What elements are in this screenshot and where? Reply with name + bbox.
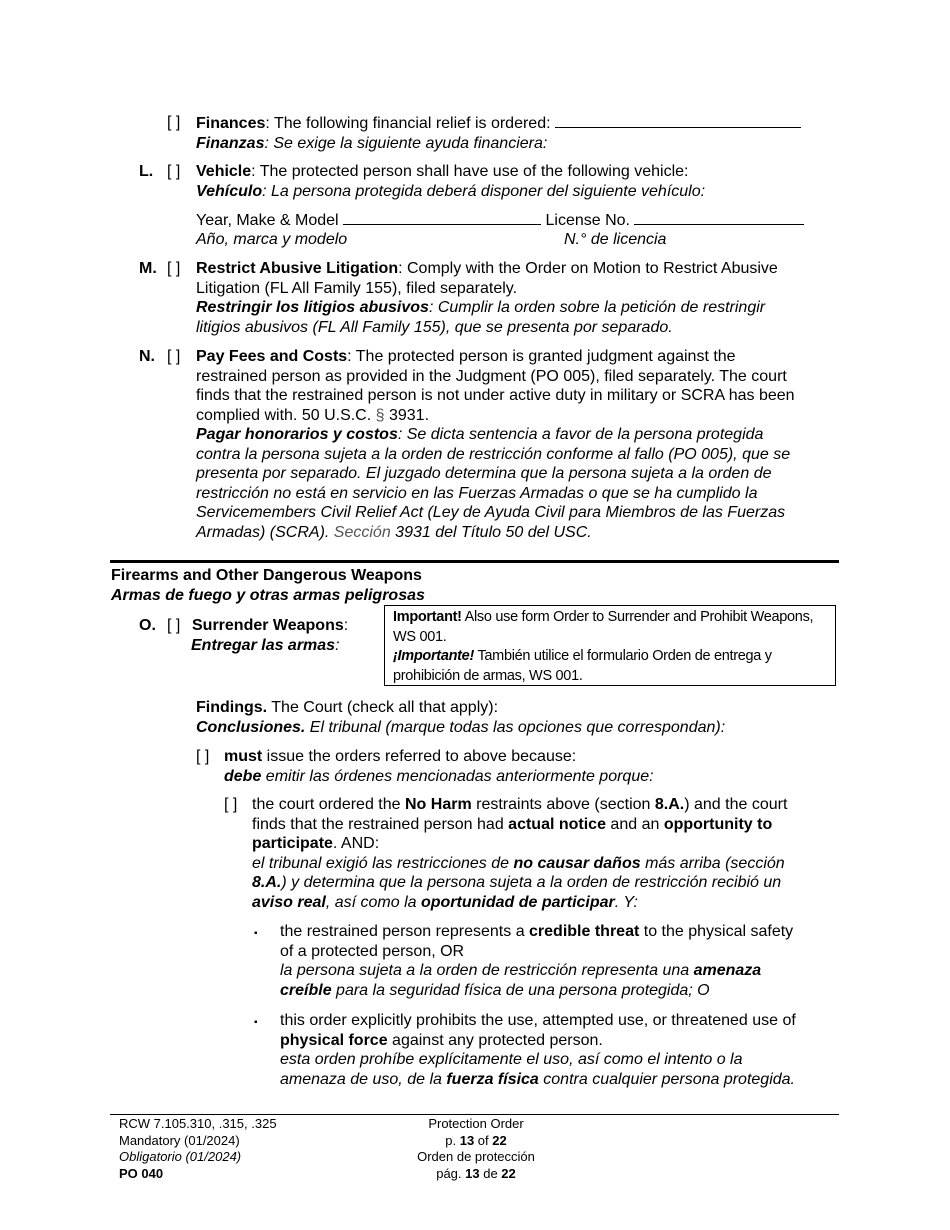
must-checkbox[interactable]: [ ] [196,748,210,765]
fees-block [196,347,836,542]
important-label: Important! [393,609,462,625]
litigation-text-es-2: litigios abusivos (FL All Family 155), que se presenta por separado. [196,318,673,336]
physical-force-term: physical force [280,1031,388,1049]
note-text-2: WS 001. [393,628,447,645]
note-text-es-2: prohibición de armas, WS 001. [393,667,583,684]
credible-threat-term: credible threat [529,923,640,940]
section-marker-m: M. [139,260,157,277]
must-text: issue the orders referred to above because: [262,748,577,765]
license-no-label: License No. [541,212,635,229]
finances-checkbox[interactable]: [ ] [167,114,181,131]
noharm-checkbox[interactable]: [ ] [224,796,238,813]
section-marker-o: O. [139,617,156,634]
noharm-block: the court ordered the No Harm restraints above (section 8.A.) and the court finds that the restrained person had actual notice and an opportunity to participate. AND: el tribunal exigió las restricciones de no causar daños más arriba (sección 8.A.) y determina que la persona sujeta a la orden de restricción recibió un aviso real, así como la oportunidad de participar. Y: [252,796,788,911]
must-block [224,747,836,786]
bullet-item-physical-force: this order explicitly prohibits the use, attempted use, or threatened use of physical force against any protected person. esta orden prohíbe explícitamente el uso, así como el intento o la amenaza de uso, de la fuerza física contra cualquier persona protegida. [280,1011,840,1089]
surrender-label-es-line [191,636,340,656]
fees-text-es-1: : Se dicta sentencia a favor de la persona protegida [397,426,764,443]
fees-checkbox[interactable]: [ ] [167,348,181,365]
fees-text-es-6: Armadas) (SCRA). [196,523,334,541]
bullet-2-text-1: this order explicitly prohibits the use, attempted use, or threatened use of [280,1012,796,1029]
no-harm-term: No Harm [404,796,472,813]
opportunity-term: opportunity to [663,815,773,833]
footer-divider [110,1114,839,1115]
litigation-label: Restrict Abusive Litigation [196,260,399,277]
vehicle-label-es: Vehículo [196,182,263,200]
actual-notice-term: actual notice [508,815,606,833]
fees-text-es-2: contra la persona sujeta a la orden de restricción conforme al fallo (PO 005), que se [196,445,791,463]
must-word-es: debe [224,767,262,785]
footer-rcw: RCW 7.105.310, .315, .325 [119,1116,277,1131]
footer-center [376,1116,576,1182]
fees-text-1: : The protected person is granted judgment against the [347,348,736,365]
footer-left [119,1116,277,1182]
finances-text: : The following financial relief is ordered: [265,115,555,132]
participate-term: participate [252,835,333,852]
section-ref: 8.A. [654,796,685,813]
footer-form-number: PO 040 [119,1165,164,1181]
surrender-label: Surrender Weapons [192,617,344,634]
vehicle-fields [196,210,836,231]
bullet-marker: ▪ [254,928,258,939]
note-text-1: Also use form Order to Surrender and Prohibit Weapons, [461,609,814,625]
year-make-model-label: Year, Make & Model [196,212,344,229]
surrender-colon-es: : [335,637,340,654]
vehicle-checkbox[interactable]: [ ] [167,163,181,180]
vehicle-block [196,162,836,201]
actual-notice-term-es: aviso real [252,893,326,911]
section-symbol: § [375,406,385,424]
finances-blank-field[interactable] [555,113,801,128]
note-text-es-1: También utilice el formulario Orden de entrega y [473,648,772,664]
section-heading-es: Armas de fuego y otras armas peligrosas [111,587,425,604]
section-marker-l: L. [139,163,154,180]
fuerza-fisica-term: fuerza física [446,1070,539,1088]
vehicle-text: : The protected person shall have use of the following vehicle: [251,163,689,180]
litigation-text-es-1: : Cumplir la orden sobre la petición de restringir [428,299,766,316]
no-harm-term-es: no causar daños [513,854,641,872]
surrender-label-line [192,616,348,636]
fees-text-3: finds that the restrained person is not under active duty in military or SCRA has been [196,387,795,404]
footer-form-title-es: Orden de protección [417,1149,535,1164]
finances-block [196,113,836,153]
license-no-field[interactable] [634,210,804,225]
opportunity-term-es: oportunidad de participar [420,893,615,911]
must-text-es: emitir las órdenes mencionadas anteriormente porque: [261,767,654,785]
bullet-marker: ▪ [254,1017,258,1028]
footer-form-title: Protection Order [428,1116,524,1131]
findings-text: The Court (check all that apply): [267,699,499,716]
litigation-text-2: Litigation (FL All Family 155), filed separately. [196,279,518,297]
footer-mandatory: Mandatory (01/2024) [119,1132,240,1148]
findings-label-es: Conclusiones. [196,718,306,736]
vehicle-label: Vehicle [196,163,252,180]
fees-text-es-6b: 3931 del Título 50 del USC. [390,523,592,541]
footer-obligatorio: Obligatorio (01/2024) [119,1149,242,1164]
bullet-2-text-es-1: esta orden prohíbe explícitamente el uso, así como el intento o la [280,1051,743,1068]
litigation-text-1: : Comply with the Order on Motion to Restrict Abusive [398,260,778,277]
surrender-checkbox[interactable]: [ ] [167,617,181,634]
fees-text-es-3: presenta por separado. El juzgado determina que la persona sujeta a la orden de [196,465,772,482]
bullet-item-credible-threat: the restrained person represents a credible threat to the physical safety of a protected person, OR la persona sujeta a la orden de restricción representa una amenaza creíble para la seguridad física de una persona protegida; O [280,922,840,1000]
surrender-colon: : [343,617,349,634]
fees-label-es: Pagar honorarios y costos [196,426,398,443]
fees-label: Pay Fees and Costs [196,348,348,365]
fees-text-4: complied with. 50 U.S.C. [196,406,376,424]
important-note-box [384,605,836,686]
year-make-model-label-es: Año, marca y modelo [196,231,348,248]
finances-label: Finances [196,115,266,132]
important-label-es: ¡Importante! [393,648,474,664]
section-marker-n: N. [139,348,155,365]
vehicle-text-es: : La persona protegida deberá disponer del siguiente vehículo: [262,182,706,200]
footer-page-number: p. 13 of 22 [445,1132,507,1148]
fees-text-2: restrained person as provided in the Judgment (PO 005), filed separately. The court [196,367,787,385]
footer-page-number-es: pág. 13 de 22 [436,1165,516,1181]
surrender-label-es: Entregar las armas [191,637,336,654]
must-word: must [224,748,263,765]
year-make-model-field[interactable] [343,210,541,225]
license-no-label-es: N.° de licencia [564,231,667,248]
seccion-word: Sección [333,523,391,541]
fees-text-4b: 3931. [384,406,430,424]
fees-text-es-4: restricción no está en servicio en las Fuerzas Armadas o que se ha cumplido la [196,484,758,502]
section-divider [110,560,839,563]
section-heading-en: Firearms and Other Dangerous Weapons [111,567,422,584]
fees-text-es-5: Servicemembers Civil Relief Act (Ley de Ayuda Civil para Miembros de las Fuerzas [196,504,786,521]
litigation-label-es: Restringir los litigios abusivos [196,299,429,316]
section-ref-es: 8.A. [252,874,282,891]
findings-label: Findings. [196,699,268,716]
litigation-checkbox[interactable]: [ ] [167,260,181,277]
creible-term: creíble [280,981,332,999]
findings-text-es: El tribunal (marque todas las opciones que correspondan): [305,718,726,736]
findings-block [196,698,836,737]
finances-text-es: : Se exige la siguiente ayuda financiera: [264,134,548,152]
amenaza-term: amenaza [693,962,762,979]
litigation-block [196,259,836,337]
bullet-1-text-2: of a protected person, OR [280,942,465,960]
finances-label-es: Finanzas [196,134,265,152]
